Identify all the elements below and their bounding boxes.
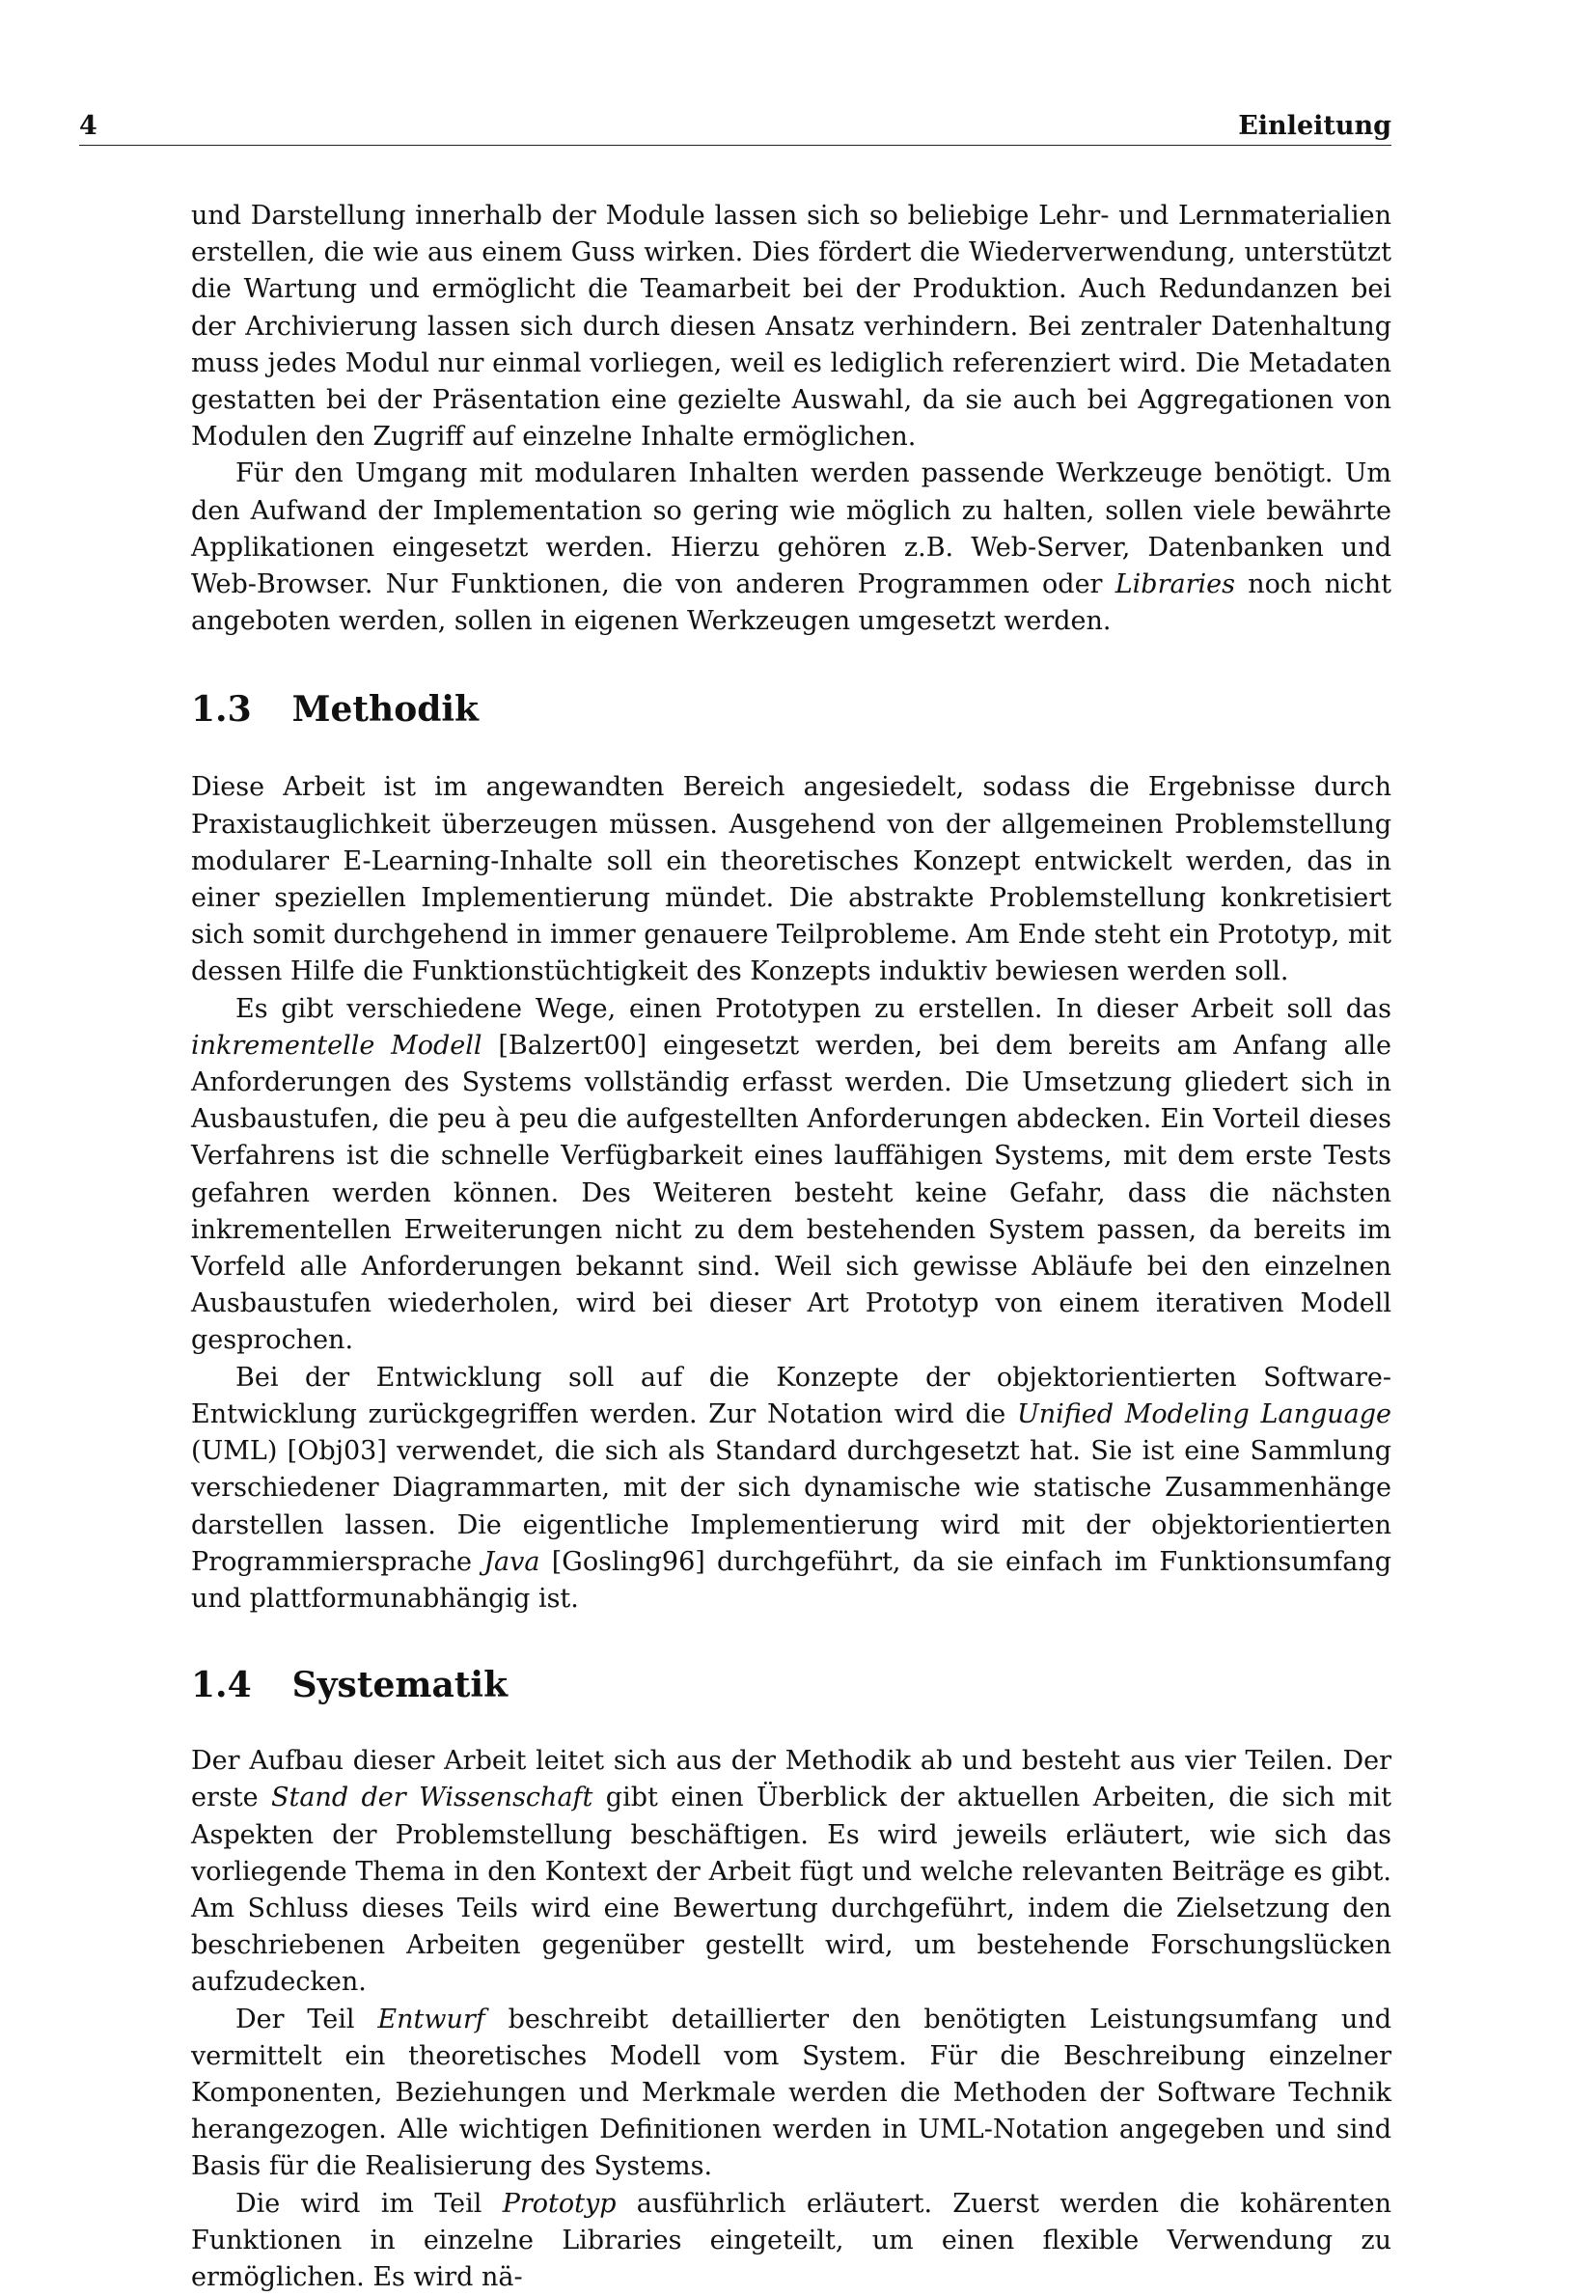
emphasis: Unified Modeling Language [1016, 1398, 1391, 1429]
emphasis: inkrementelle Modell [191, 1030, 482, 1061]
emphasis: Libraries [1114, 569, 1235, 600]
text-run: Bei der Entwicklung soll auf die Konzepte der objektorientierten Software-Entwicklung zurückgegriffen werden. Zur Notation wird die [191, 1362, 1391, 1429]
paragraph: und Darstellung innerhalb der Module lassen sich so beliebige Lehr- und Lernmaterialien erstellen, die wie aus einem Guss wirken. Dies fördert die Wiederverwendung, unterstützt die Wartung und ermöglicht die Teamarbeit bei der Produktion. Auch Redundanzen bei der Archivierung lassen sich durch diesen Ansatz verhindern. Bei zentraler Datenhaltung muss jedes Modul nur einmal vorliegen, weil es lediglich referenziert wird. Die Metadaten gestatten bei der Präsentation eine gezielte Auswahl, da sie auch bei Aggregationen von Modulen den Zugriff auf einzelne Inhalte ermöglichen. [191, 201, 1391, 453]
paragraph [191, 991, 1391, 1360]
paragraph [191, 1743, 1391, 2001]
text-run: Der Teil [235, 2004, 378, 2034]
text-run: [Gosling96] durchgeführt, da sie einfach im Funktionsumfang und plattformunabhängig ist. [191, 1546, 1391, 1614]
text-run: (UML) [Obj03] verwendet, die sich als Standard durchgesetzt hat. Sie ist eine Sammlung verschiedener Diagrammarten, mit der sich dynamische wie statische Zusammenhänge darstellen lassen. Die eigentliche Implementierung wird mit der objektorientierten Programmiersprache [191, 1436, 1391, 1577]
page-number: 4 [79, 111, 97, 141]
paragraph: Diese Arbeit ist im angewandten Bereich angesiedelt, sodass die Ergebnisse durch Praxistauglichkeit überzeugen müssen. Ausgehend von der allgemeinen Problemstellung modularer E-Learning-Inhalte soll ein theoretisches Konzept entwickelt werden, das in einer speziellen Implementierung mündet. Die abstrakte Problemstellung konkretisiert sich somit durchgehend in immer genauere Teilprobleme. Am Ende steht ein Prototyp, mit dessen Hilfe die Funktionstüchtigkeit des Konzepts induktiv bewiesen werden soll. [191, 772, 1391, 987]
text-run: ausführlich erläutert. Zuerst werden die kohärenten Funktionen in einzelne Libraries eingeteilt, um einen flexible Verwendung zu ermöglichen. Es wird nä- [191, 2188, 1391, 2292]
paragraph [191, 456, 1391, 640]
text-run: [Balzert00] eingesetzt werden, bei dem bereits am Anfang alle Anforderungen des Systems vollständig erfasst werden. Die Umsetzung gliedert sich in Ausbaustufen, die peu à peu die aufgestellten Anforderungen abdecken. Ein Vorteil dieses Verfahrens ist die schnelle Verfügbarkeit eines lauffähigen Systems, mit dem erste Tests gefahren werden können. Des Weiteren besteht keine Gefahr, dass die nächsten inkrementellen Erweiterungen nicht zu dem bestehenden System passen, da bereits im Vorfeld alle Anforderungen bekannt sind. Weil sich gewisse Abläufe bei den einzelnen Ausbaustufen wiederholen, wird bei dieser Art Prototyp von einem iterativen Modell gesprochen. [191, 1030, 1391, 1356]
section-heading-methodik [191, 688, 1391, 731]
paragraph [191, 2002, 1391, 2186]
text-run: beschreibt detaillierter den benötigten Leistungsumfang und vermittelt ein theoretisches Modell vom System. Für die Beschreibung einzelner Komponenten, Beziehungen und Merkmale werden die Methoden der Software Technik herangezogen. Alle wichtigen Definitionen werden in UML-Notation angegeben und sind Basis für die Realisierung des Systems. [191, 2004, 1391, 2182]
text-run: Der Aufbau dieser Arbeit leitet sich aus der Methodik ab und besteht aus vier Teilen. Der erste [191, 1746, 1391, 1813]
section-number: 1.3 [191, 689, 252, 731]
text-run: Für den Umgang mit modularen Inhalten werden passende Werkzeuge benötigt. Um den Aufwand der Implementation so gering wie möglich zu halten, sollen viele bewährte Applikationen eingesetzt werden. Hierzu gehören z.B. Web-Server, Datenbanken und Web-Browser. Nur Funktionen, die von anderen Programmen oder [191, 458, 1391, 600]
section-heading-systematik [191, 1664, 1391, 1706]
emphasis: Entwurf [377, 2004, 485, 2034]
emphasis: Stand der Wissenschaft [270, 1783, 593, 1813]
header-rule [79, 145, 1391, 146]
running-header [79, 104, 1391, 143]
chapter-title: Einleitung [1238, 111, 1391, 141]
emphasis: Java [483, 1546, 540, 1577]
text-run: Es gibt verschiedene Wege, einen Prototypen zu erstellen. In dieser Arbeit soll das [235, 993, 1391, 1024]
paragraph [191, 2186, 1391, 2296]
text-run: Die wird im Teil [235, 2188, 503, 2219]
emphasis: Prototyp [502, 2188, 617, 2219]
paragraph [191, 1360, 1391, 1618]
section-number: 1.4 [191, 1665, 252, 1706]
text-run: noch nicht angeboten werden, sollen in eigenen Werkzeugen umgesetzt werden. [191, 569, 1391, 637]
body-text [191, 198, 1391, 2296]
section-title: Methodik [291, 689, 479, 731]
section-title: Systematik [291, 1665, 509, 1706]
text-run: gibt einen Überblick der aktuellen Arbeiten, die sich mit Aspekten der Problemstellung beschäftigen. Es wird jeweils erläutert, wie sich das vorliegende Thema in den Kontext der Arbeit fügt und welche relevanten Beiträge es gibt. Am Schluss dieses Teils wird eine Bewertung durchgeführt, indem die Zielsetzung den beschriebenen Arbeiten gegenüber gestellt wird, um bestehende Forschungslücken aufzudecken. [191, 1783, 1392, 1998]
